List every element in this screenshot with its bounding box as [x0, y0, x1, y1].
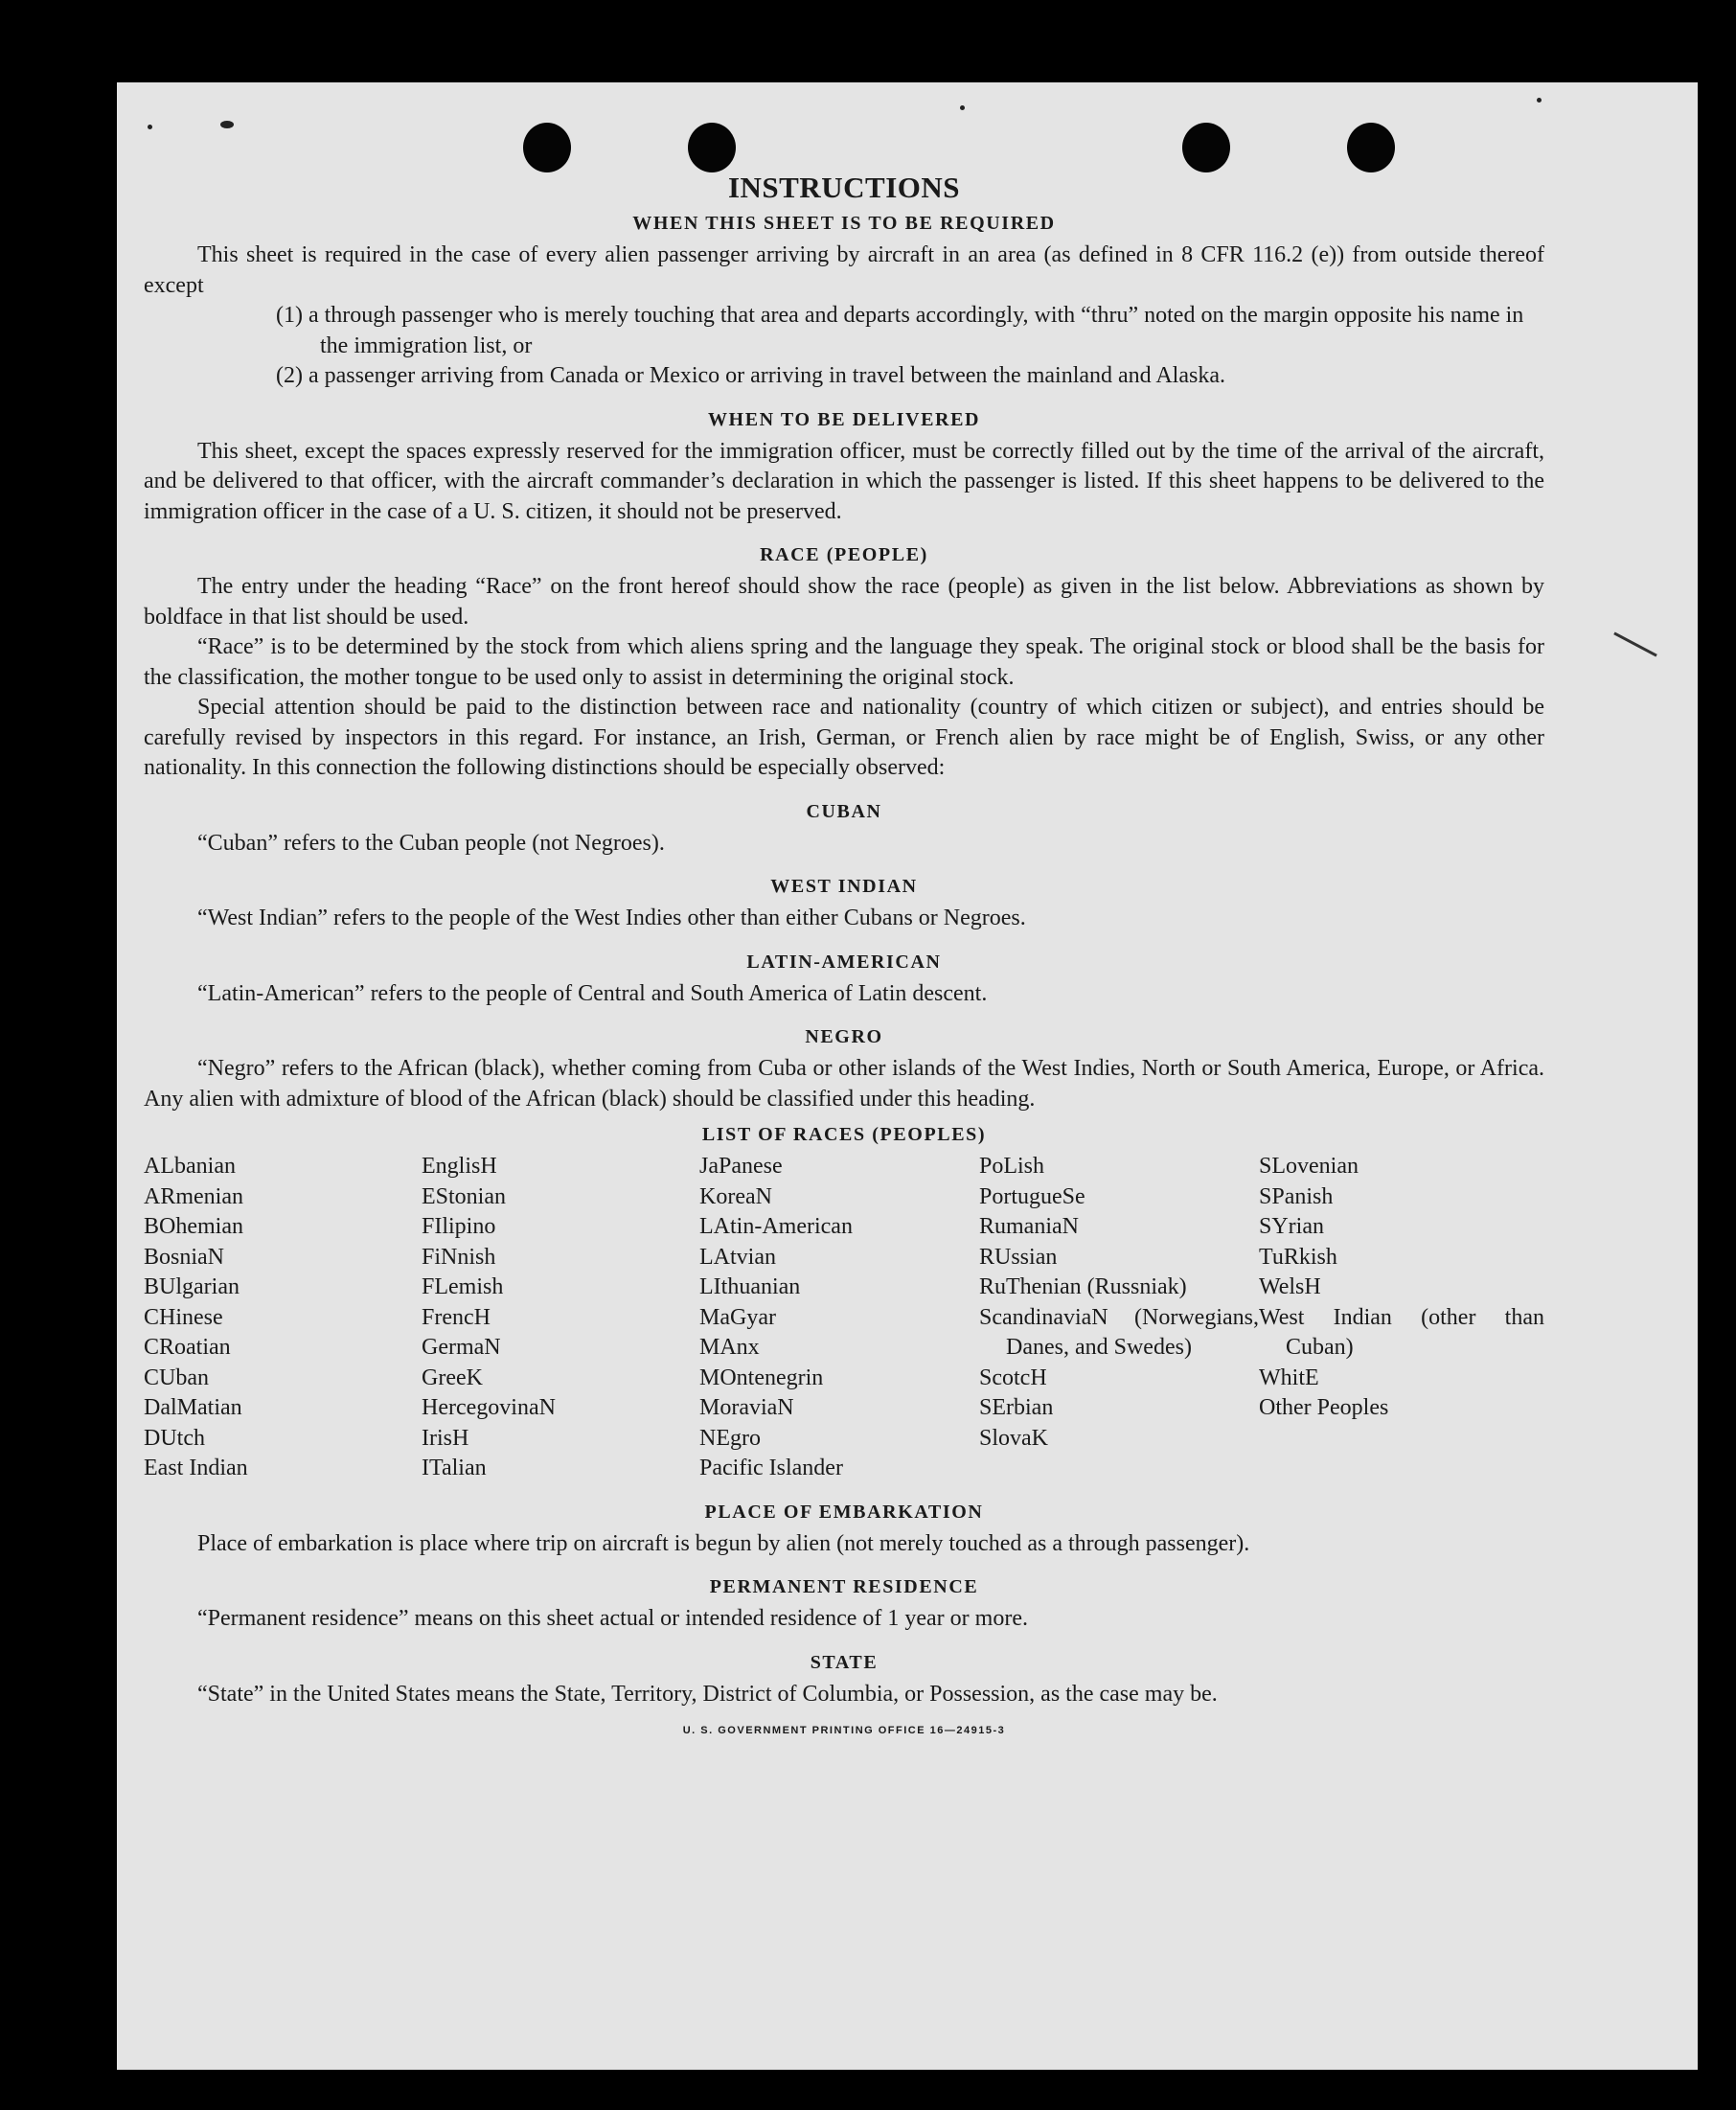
paragraph-race-1: The entry under the heading “Race” on the front hereof should show the race (people) as given in the list below. Abbreviations as shown by boldface in that list should be used. — [144, 574, 1544, 630]
race-entry: RUssian — [979, 1244, 1058, 1270]
paragraph-cuban: “Cuban” refers to the Cuban people (not Negroes). — [197, 830, 665, 856]
race-entry: RuThenian (Russniak) — [979, 1274, 1187, 1299]
paragraph-when-required: This sheet is required in the case of every alien passenger arriving by aircraft in an area (as defined in 8 CFR 116.2 (e)) from outside thereof except — [144, 242, 1544, 298]
race-entry: SlovaK — [979, 1425, 1048, 1451]
race-entry: LAtvian — [699, 1244, 776, 1270]
heading-when-delivered: WHEN TO BE DELIVERED — [707, 408, 981, 430]
ink-speck — [220, 121, 234, 128]
race-entry: HercegovinaN — [422, 1395, 556, 1420]
race-entry: Pacific Islander — [699, 1456, 843, 1480]
race-entry: JaPanese — [699, 1154, 783, 1179]
race-entry: GermaN — [422, 1335, 501, 1360]
punch-hole — [1182, 123, 1230, 172]
heading-embarkation: PLACE OF EMBARKATION — [704, 1501, 984, 1523]
race-entry: PortugueSe — [979, 1183, 1085, 1209]
race-entry: BOhemian — [144, 1214, 243, 1239]
heading-latin-american: LATIN-AMERICAN — [746, 951, 942, 973]
race-entry: RumaniaN — [979, 1214, 1079, 1239]
race-entry: SLovenian — [1259, 1154, 1359, 1179]
race-entry: GreeK — [422, 1365, 483, 1390]
race-entry: TuRkish — [1259, 1244, 1337, 1270]
heading-state: STATE — [810, 1651, 879, 1673]
race-entry: CHinese — [144, 1304, 223, 1330]
race-entry: CUban — [144, 1365, 209, 1390]
race-entry: IrisH — [422, 1425, 469, 1451]
paragraph-west-indian: “West Indian” refers to the people of the West Indies other than either Cubans or Negroes. — [197, 906, 1026, 930]
race-entry: FrencH — [422, 1304, 491, 1330]
heading-when-required: WHEN THIS SHEET IS TO BE REQUIRED — [632, 213, 1056, 234]
race-entry: DalMatian — [144, 1395, 242, 1420]
race-entry: MAnx — [699, 1335, 760, 1360]
race-entry: NEgro — [699, 1425, 761, 1451]
race-entry: ScotcH — [979, 1365, 1047, 1390]
heading-list-of-races: LIST OF RACES (PEOPLES) — [701, 1124, 987, 1145]
race-entry: MoraviaN — [699, 1395, 794, 1420]
race-entry: ARmenian — [144, 1183, 243, 1209]
race-entry: SPanish — [1259, 1183, 1334, 1209]
page-title: INSTRUCTIONS — [727, 171, 960, 204]
instructions-body — [144, 171, 1544, 1736]
heading-race: RACE (PEOPLE) — [760, 544, 928, 565]
race-entry: ALbanian — [144, 1154, 236, 1179]
race-column — [144, 1152, 422, 1484]
race-entry: ScandinaviaN (Norwegians, Danes, and Swedes) — [979, 1304, 1259, 1360]
printer-imprint: U. S. GOVERNMENT PRINTING OFFICE 16—24915-3 — [682, 1725, 1006, 1736]
punch-hole — [688, 123, 736, 172]
race-entry: LAtin-American — [699, 1214, 853, 1239]
race-column — [979, 1152, 1259, 1484]
race-entry: EStonian — [422, 1183, 506, 1209]
ink-speck — [1537, 98, 1542, 103]
race-entry: East Indian — [144, 1456, 248, 1480]
race-entry: Other Peoples — [1259, 1395, 1389, 1420]
race-entry: CRoatian — [144, 1335, 231, 1360]
paragraph-state: “State” in the United States means the State, Territory, District of Columbia, or Possession, as the case may be. — [197, 1681, 1218, 1707]
race-entry: West Indian (other than Cuban) — [1259, 1304, 1544, 1360]
race-entry: DUtch — [144, 1425, 205, 1451]
race-entry: KoreaN — [699, 1183, 772, 1209]
paragraph-residence: “Permanent residence” means on this sheet actual or intended residence of 1 year or more. — [197, 1606, 1028, 1631]
paragraph-when-delivered: This sheet, except the spaces expressly reserved for the immigration officer, must be correctly filled out by the time of the arrival of the aircraft, and be delivered to that officer, with the aircraft commander’s declaration in which the passenger is listed. If this sheet happens to be delivered to the immigration officer in the case of a U. S. citizen, it should not be preserved. — [144, 438, 1544, 524]
race-entry: WhitE — [1259, 1365, 1319, 1390]
heading-residence: PERMANENT RESIDENCE — [709, 1576, 979, 1597]
paragraph-embarkation: Place of embarkation is place where trip on aircraft is begun by alien (not merely touched as a through passenger). — [197, 1530, 1250, 1556]
heading-negro: NEGRO — [805, 1026, 883, 1047]
race-list — [144, 1152, 1544, 1484]
exception-item-1: (1) a through passenger who is merely touching that area and departs accordingly, with “thru” noted on the margin opposite his name in the immigration list, or — [276, 303, 1524, 358]
race-entry: BUlgarian — [144, 1274, 240, 1299]
race-entry: MaGyar — [699, 1304, 776, 1330]
race-entry: SErbian — [979, 1395, 1054, 1420]
race-column — [699, 1152, 979, 1484]
ink-speck — [148, 125, 152, 129]
race-entry: EnglisH — [422, 1154, 497, 1179]
race-entry: FLemish — [422, 1274, 504, 1299]
race-entry: PoLish — [979, 1154, 1045, 1179]
exception-item-2: (2) a passenger arriving from Canada or Mexico or arriving in travel between the mainland and Alaska. — [276, 363, 1225, 388]
heading-cuban: CUBAN — [806, 800, 882, 822]
race-entry: WelsH — [1259, 1274, 1321, 1299]
race-entry: FIlipino — [422, 1214, 496, 1239]
paragraph-race-3: Special attention should be paid to the distinction between race and nationality (country of which citizen or subject), and entries should be carefully revised by inspectors in this regard. For instance, an Irish, German, or French alien by race might be of English, Swiss, or any other nationality. In this connection the following distinctions should be especially observed: — [144, 695, 1544, 780]
race-column — [1259, 1152, 1544, 1484]
ink-speck — [960, 105, 965, 110]
race-entry: LIthuanian — [699, 1274, 801, 1299]
race-entry: SYrian — [1259, 1214, 1324, 1239]
paragraph-latin-american: “Latin-American” refers to the people of Central and South America of Latin descent. — [197, 980, 988, 1006]
punch-hole — [1347, 123, 1395, 172]
race-column — [422, 1152, 699, 1484]
document-page — [117, 82, 1698, 2070]
pencil-mark — [1613, 631, 1657, 656]
punch-hole — [523, 123, 571, 172]
race-entry: FiNnish — [422, 1244, 496, 1270]
paragraph-race-2: “Race” is to be determined by the stock from which aliens spring and the language they speak. The original stock or blood shall be the basis for the classification, the mother tongue to be used only to assist in determining the original stock. — [144, 634, 1544, 690]
race-entry: BosniaN — [144, 1244, 224, 1270]
paragraph-negro: “Negro” refers to the African (black), whether coming from Cuba or other islands of the West Indies, North or South America, Europe, or Africa. Any alien with admixture of blood of the African (black) should be classified under this heading. — [144, 1056, 1544, 1112]
heading-west-indian: WEST INDIAN — [770, 876, 918, 897]
race-entry: ITalian — [422, 1456, 487, 1480]
race-entry: MOntenegrin — [699, 1365, 824, 1390]
